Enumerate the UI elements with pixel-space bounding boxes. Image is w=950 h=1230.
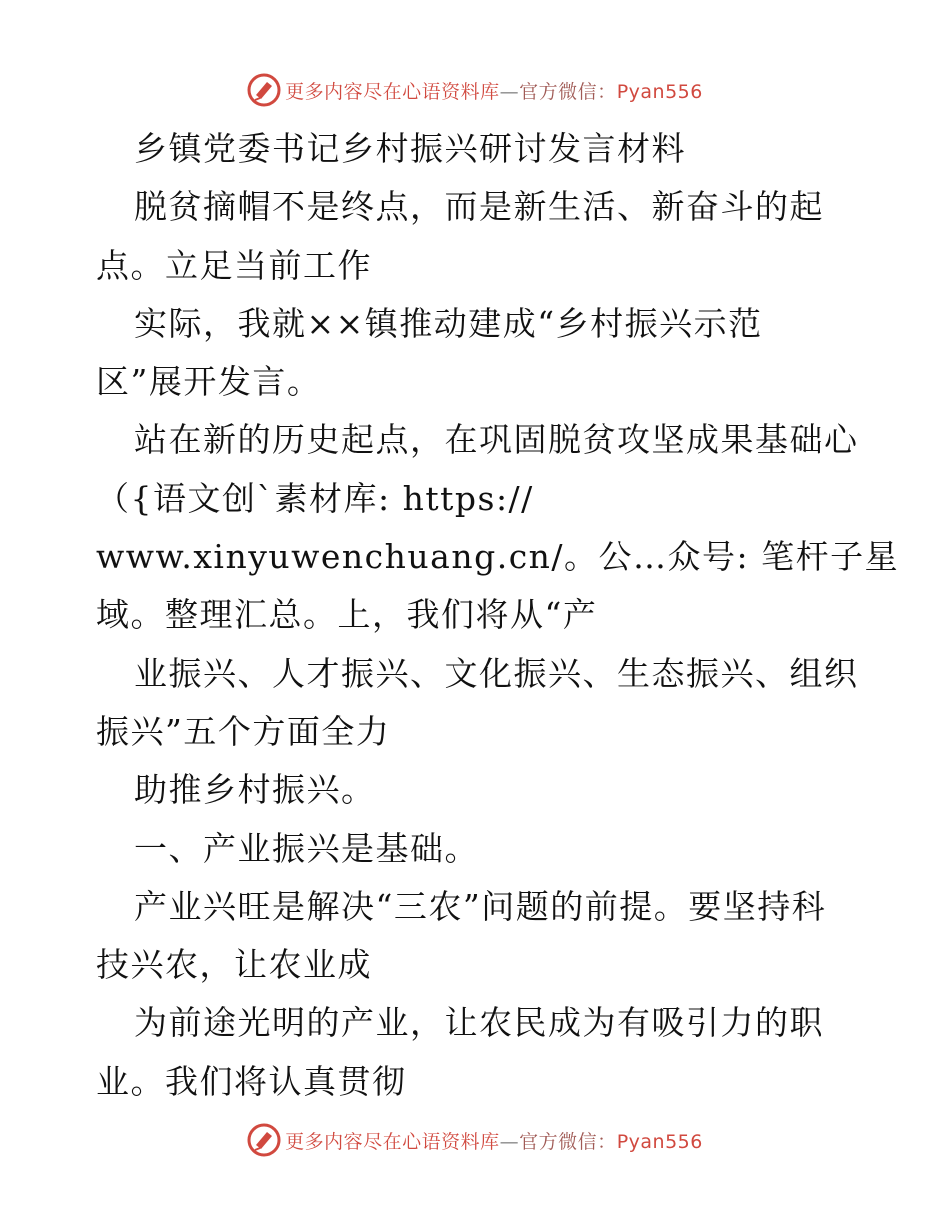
- paragraph-line: www.xinyuwenchuang.cn/。公…众号: 笔杆子星: [96, 537, 900, 577]
- paragraph-line: 产业兴旺是解决“三农”问题的前提。要坚持科: [134, 886, 827, 926]
- paragraph-line: 点。立足当前工作: [96, 245, 372, 285]
- watermark-text: 更多内容尽在心语资料库—官方微信：Pyan556: [285, 80, 703, 103]
- footer-watermark: [0, 1122, 950, 1158]
- paragraph-line: 为前途光明的产业，让农民成为有吸引力的职: [134, 1003, 824, 1043]
- brand-logo-icon: [247, 1123, 281, 1157]
- paragraph-line: 业。我们将认真贯彻: [96, 1061, 407, 1101]
- paragraph-line: 助推乡村振兴。: [134, 770, 376, 810]
- paragraph-line: 站在新的历史起点，在巩固脱贫攻坚成果基础心: [134, 420, 859, 460]
- watermark-text: 更多内容尽在心语资料库—官方微信：Pyan556: [285, 1130, 703, 1153]
- header-watermark: [0, 72, 950, 108]
- brand-logo-icon: [247, 73, 281, 107]
- paragraph-line: 实际，我就××镇推动建成“乡村振兴示范: [134, 303, 763, 343]
- document-title: 乡镇党委书记乡村振兴研讨发言材料: [134, 129, 686, 168]
- paragraph-line: 脱贫摘帽不是终点，而是新生活、新奋斗的起: [134, 187, 824, 227]
- paragraph-line: 业振兴、人才振兴、文化振兴、生态振兴、组织: [134, 653, 859, 693]
- section-heading: 一、产业振兴是基础。: [134, 828, 479, 868]
- paragraph-line: （{语文创`素材库: https://: [96, 478, 534, 518]
- document-body: [96, 120, 900, 1111]
- paragraph-line: 区”展开发言。: [96, 362, 322, 402]
- paragraph-line: 振兴”五个方面全力: [96, 711, 391, 751]
- paragraph-line: 域。整理汇总。上，我们将从“产: [96, 595, 598, 635]
- paragraph-line: 技兴农，让农业成: [96, 945, 372, 985]
